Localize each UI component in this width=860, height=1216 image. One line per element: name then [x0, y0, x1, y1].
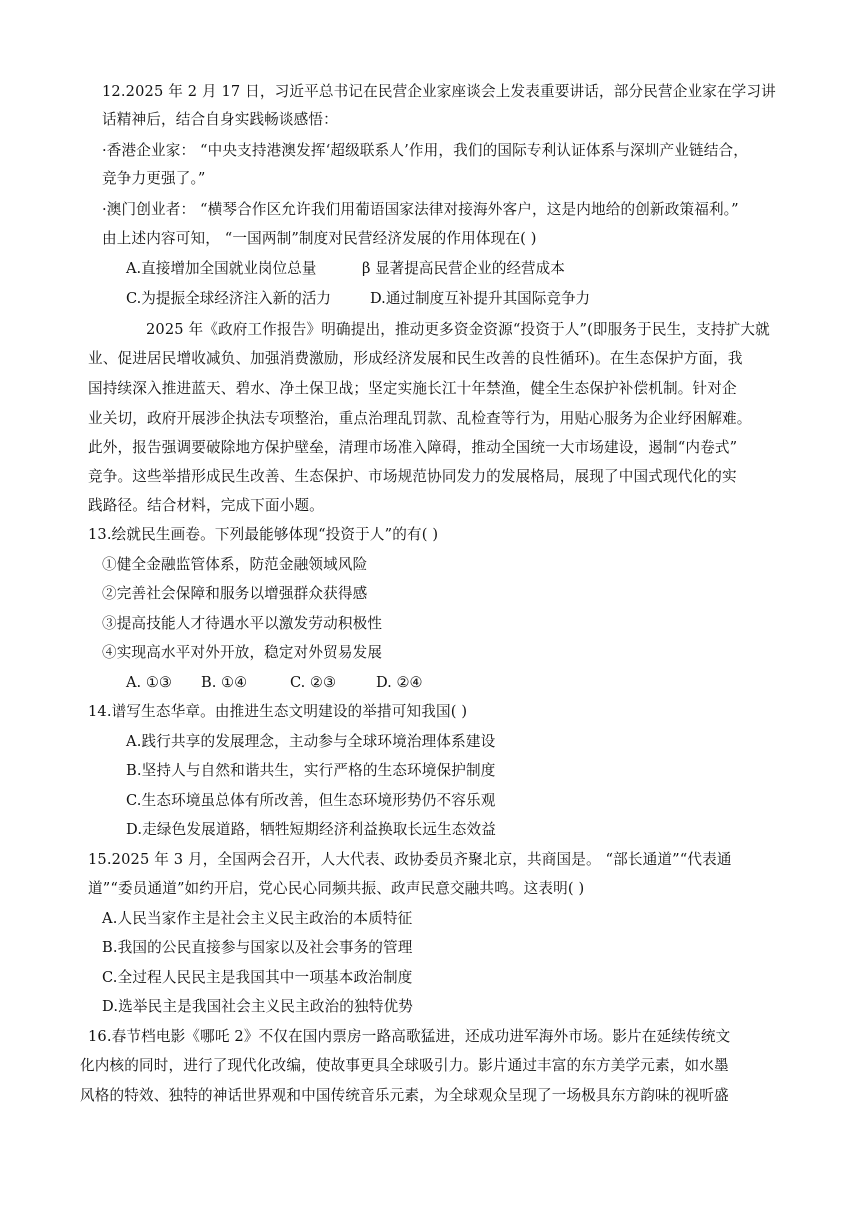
- q12-options-row-2: [126, 289, 590, 309]
- q13-item-2: ②完善社会保障和服务以增强群众获得感: [102, 585, 368, 602]
- q12-options-row-1: [126, 259, 565, 279]
- q12-mo-quote-line-1: ·澳门创业者： “横琴合作区允许我们用葡语国家法律对接海外客户，这是内地给的创新政策福利。”: [102, 201, 739, 218]
- q13-option-a: A. ①③: [126, 674, 172, 691]
- q12-question: 由上述内容可知， “一国两制”制度对民营经济发展的作用体现在( ): [102, 230, 537, 247]
- q13-question: 13.绘就民生画卷。下列最能够体现“投资于人”的有( ): [88, 526, 439, 543]
- q16-stem-line-2: 化内核的同时，进行了现代化改编，使故事更具全球吸引力。影片通过丰富的东方美学元素，如水墨: [80, 1057, 729, 1074]
- q14-option-a: A.践行共享的发展理念，主动参与全球环境治理体系建设: [126, 733, 496, 750]
- material-line-1: 2025 年《政府工作报告》明确提出，推动更多资金资源“投资于人”(即服务于民生，支持扩大就: [146, 321, 770, 338]
- q13-item-4: ④实现高水平对外开放，稳定对外贸易发展: [102, 644, 383, 661]
- q12-option-c: C.为提振全球经济注入新的活力: [126, 290, 332, 307]
- q14-option-c: C.生态环境虽总体有所改善，但生态环境形势仍不容乐观: [126, 792, 496, 809]
- material-line-5: 此外，报告强调要破除地方保护壁垒，清理市场准入障碍，推动全国统一大市场建设，遏制“内卷式”: [88, 439, 738, 456]
- q13-options-row: [126, 673, 423, 693]
- q15-stem-line-2: 道”“委员通道”如约开启，党心民心同频共振、政声民意交融共鸣。这表明( ): [88, 880, 585, 897]
- material-line-6: 竞争。这些举措形成民生改善、生态保护、市场规范协同发力的发展格局，展现了中国式现代化的实: [88, 468, 737, 485]
- material-line-2: 业、促进居民增收减负、加强消费激励，形成经济发展和民生改善的良性循环)。在生态保护方面，我: [88, 350, 743, 367]
- q15-option-b: B.我国的公民直接参与国家以及社会事务的管理: [102, 939, 413, 956]
- q15-option-d: D.选举民主是我国社会主义民主政治的独特优势: [102, 998, 413, 1015]
- q12-stem-line-1: 12.2025 年 2 月 17 日，习近平总书记在民营企业家座谈会上发表重要讲话，部分民营企业家在学习讲: [102, 83, 776, 100]
- material-line-3: 国持续深入推进蓝天、碧水、净土保卫战；坚定实施长江十年禁渔，健全生态保护补偿机制。针对企: [88, 380, 737, 397]
- q15-stem-line-1: 15.2025 年 3 月，全国两会召开，人大代表、政协委员齐聚北京，共商国是。 “部长通道”“代表通: [88, 851, 732, 868]
- q12-option-b: β 显著提高民营企业的经营成本: [362, 260, 565, 277]
- q13-item-3: ③提高技能人才待遇水平以激发劳动积极性: [102, 615, 383, 632]
- q14-option-d: D.走绿色发展道路，牺牲短期经济利益换取长远生态效益: [126, 821, 496, 838]
- q12-option-a: A.直接增加全国就业岗位总量: [126, 260, 317, 277]
- q15-option-a: A.人民当家作主是社会主义民主政治的本质特征: [102, 910, 413, 927]
- q16-stem-line-3: 风格的特效、独特的神话世界观和中国传统音乐元素，为全球观众呈现了一场极具东方韵味的视听盛: [80, 1087, 729, 1104]
- q14-option-b: B.坚持人与自然和谐共生，实行严格的生态环境保护制度: [126, 762, 496, 779]
- q16-stem-line-1: 16.春节档电影《哪吒 2》不仅在国内票房一路高歌猛进，还成功进军海外市场。影片在延续传统文: [88, 1028, 731, 1045]
- q12-option-d: D.通过制度互补提升其国际竞争力: [370, 290, 591, 307]
- material-line-7: 践路径。结合材料，完成下面小题。: [88, 497, 324, 514]
- q15-option-c: C.全过程人民民主是我国其中一项基本政治制度: [102, 969, 413, 986]
- q13-option-d: D. ②④: [376, 674, 423, 691]
- q12-hk-quote-line-2: 竞争力更强了。”: [102, 170, 206, 187]
- q13-option-c: C. ②③: [290, 674, 337, 691]
- q12-stem-line-2: 话精神后，结合自身实践畅谈感悟：: [102, 111, 338, 128]
- q12-hk-quote-line-1: ·香港企业家： “中央支持港澳发挥‘超级联系人’作用，我们的国际专利认证体系与深圳产业链结合，: [102, 142, 749, 159]
- q13-item-1: ①健全金融监管体系，防范金融领域风险: [102, 556, 368, 573]
- material-line-4: 业关切，政府开展涉企执法专项整治，重点治理乱罚款、乱检查等行为，用贴心服务为企业纾困解难。: [88, 410, 752, 427]
- q13-option-b: B. ①④: [201, 674, 248, 691]
- q14-question: 14.谱写生态华章。由推进生态文明建设的举措可知我国( ): [88, 703, 468, 720]
